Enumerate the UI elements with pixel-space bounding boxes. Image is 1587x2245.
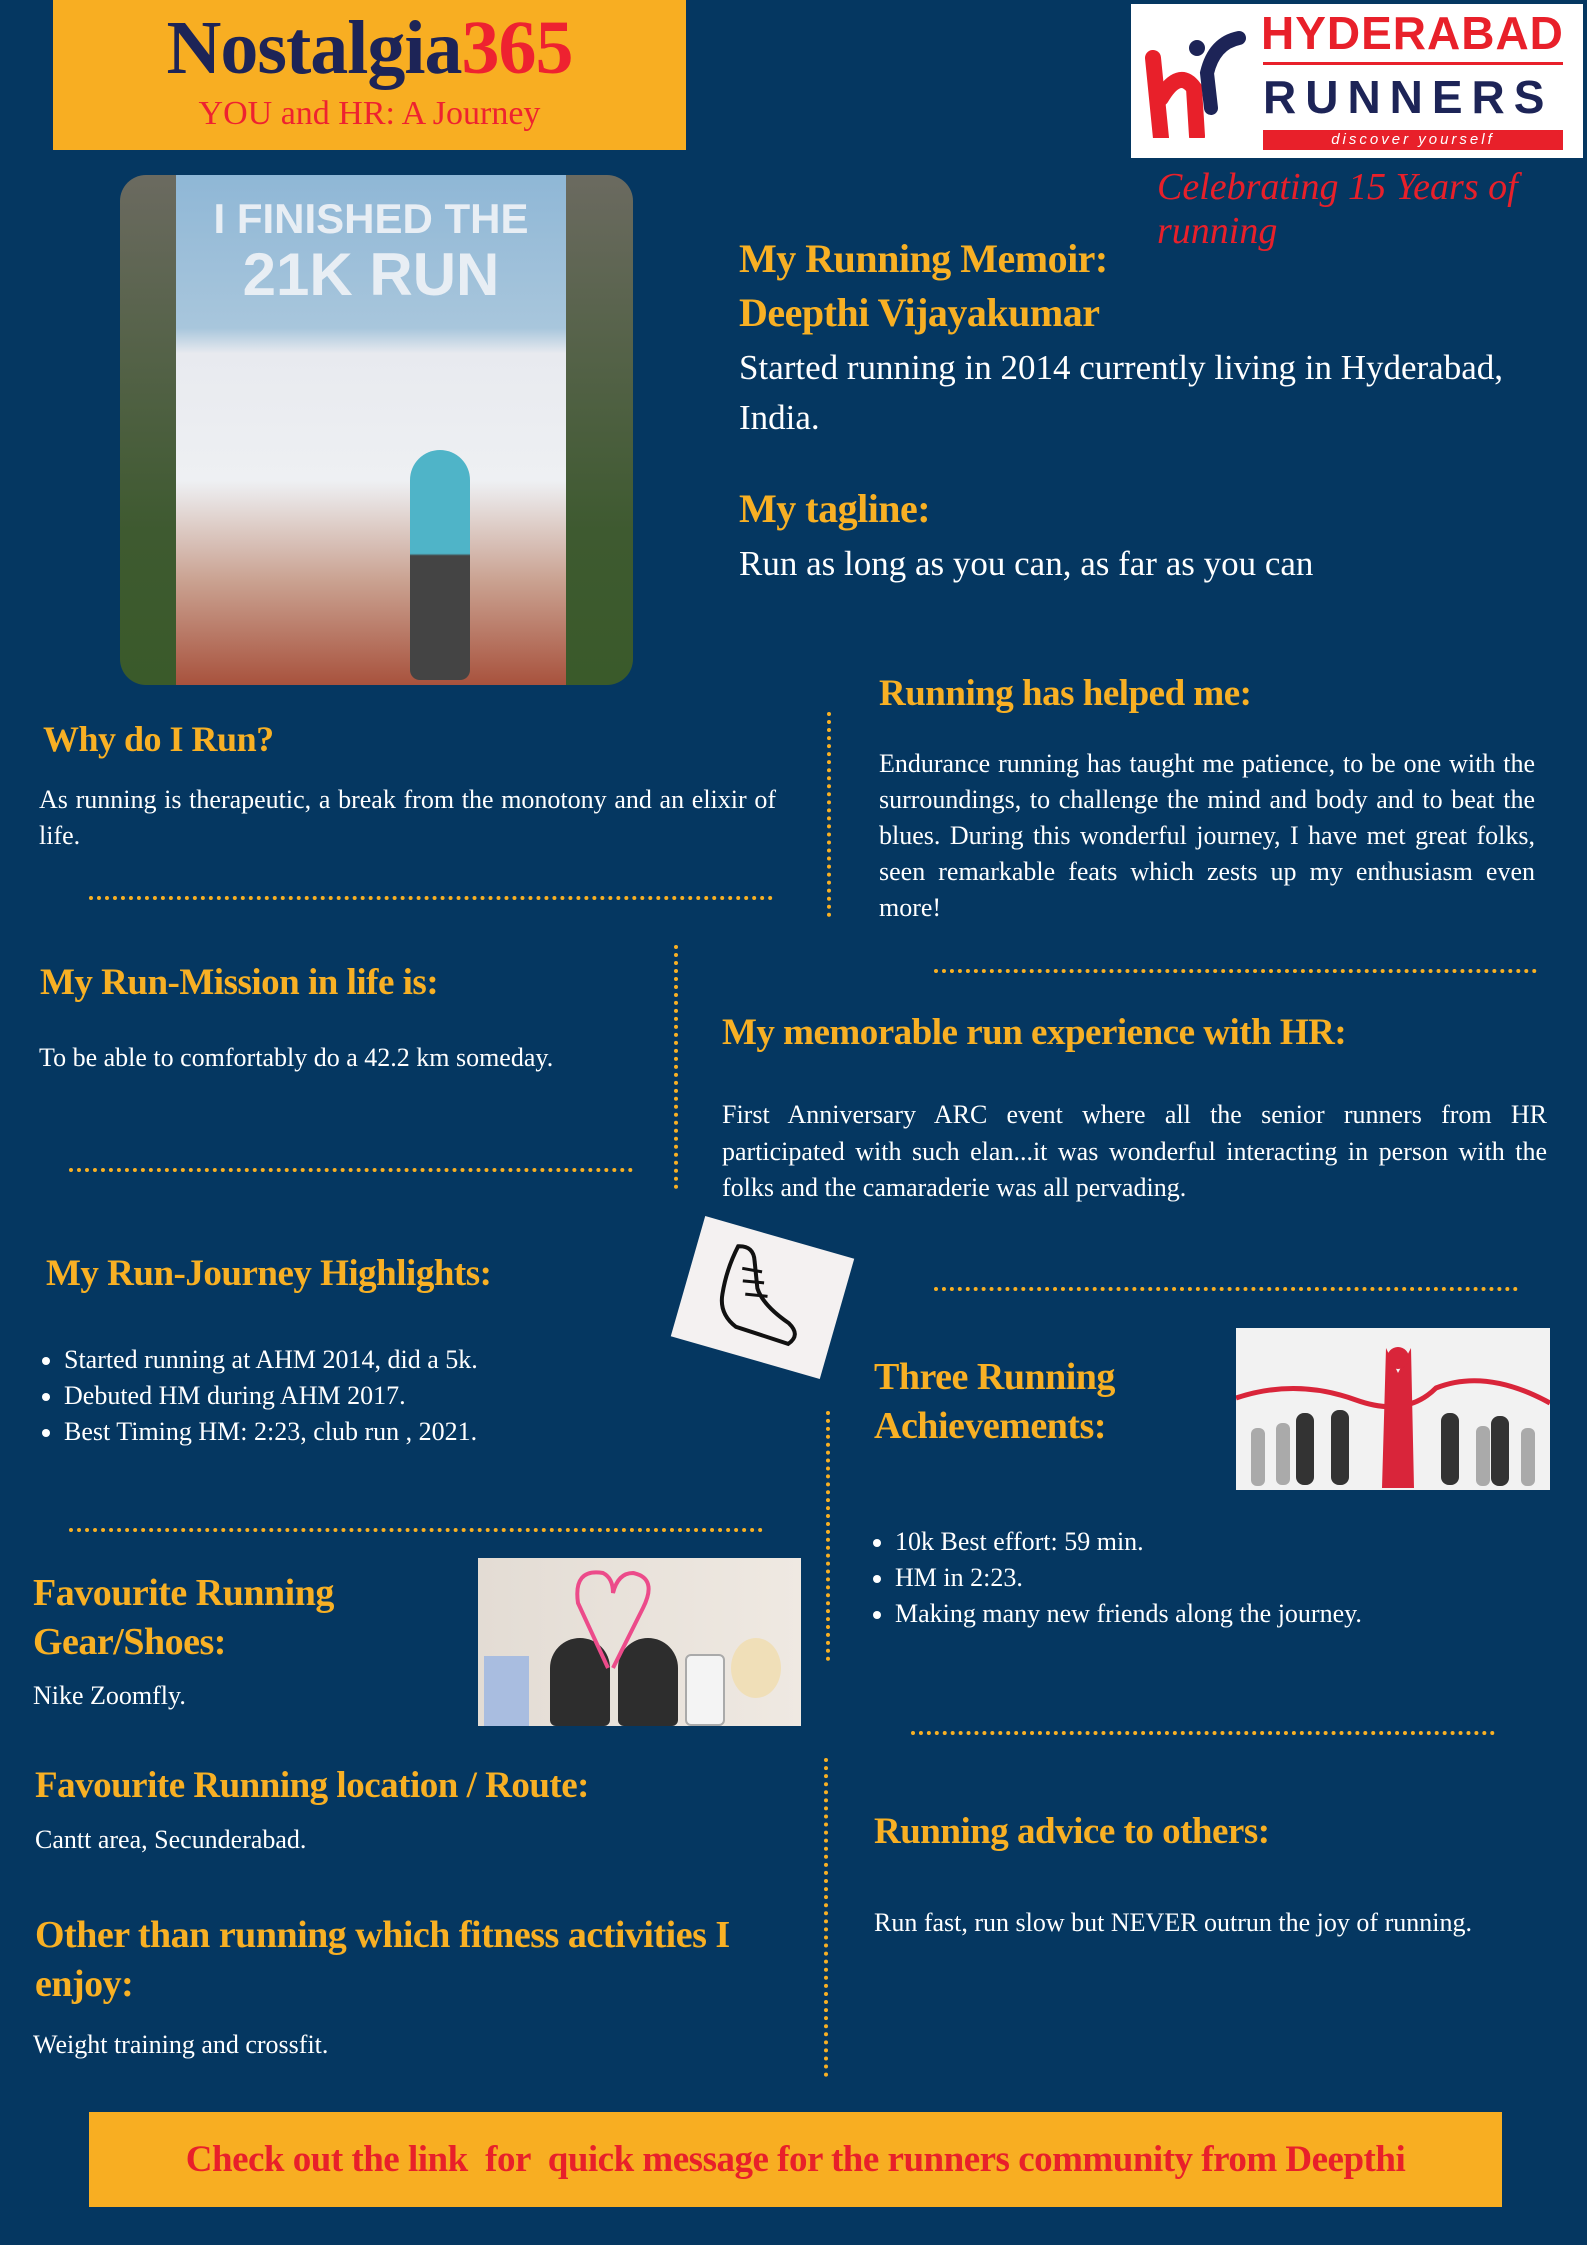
achievements-heading: Three Running Achievements: [874,1356,1115,1447]
list-item: • Making many new friends along the journey. [895,1596,1362,1632]
divider [934,1287,1518,1291]
gear-text: Nike Zoomfly. [33,1681,186,1710]
highlights-heading: My Run-Journey Highlights: [46,1253,492,1294]
divider [826,1411,830,1661]
runner-figure [410,450,470,680]
shoe-icon [671,1216,854,1379]
location-text: Cantt area, Secunderabad. [35,1825,307,1854]
finisher-banner: I FINISHED THE 21K RUN [176,175,566,685]
helped-text: Endurance running has taught me patience, to be one with the surroundings, to challenge the mind and body and to beat the blues. During this wonderful journey, I have met great folks, seen remarkable feats which zests up my enthusiasm even more! [879,749,1535,922]
helped-heading: Running has helped me: [879,673,1252,714]
other-activities-text: Weight training and crossfit. [33,2030,329,2059]
logo-runners: RUNNERS [1263,71,1554,123]
highlights-list [40,1342,478,1450]
advice-heading: Running advice to others: [874,1811,1270,1852]
memorable-heading: My memorable run experience with HR: [722,1012,1347,1053]
list-item: • Best Timing HM: 2:23, club run , 2021. [64,1414,478,1450]
achievements-list [871,1524,1362,1632]
memoir-text: Started running in 2014 currently living in Hyderabad, India. [739,348,1504,437]
memorable-text: First Anniversary ARC event where all the senior runners from HR participated with such elan...it was wonderful interacting in person with the folks and the camaraderie was all pervading. [722,1100,1547,1202]
mission-text: To be able to comfortably do a 42.2 km someday. [39,1043,554,1072]
logo-divider [1263,62,1563,65]
runners-crowd-icon [1236,1328,1550,1490]
logo-tagline: discover yourself [1263,130,1563,150]
gear-heading: Favourite Running Gear/Shoes: [33,1572,334,1663]
memoir-heading: My Running Memoir: Deepthi Vijayakumar [739,236,1108,335]
advice-text: Run fast, run slow but NEVER outrun the joy of running. [874,1908,1472,1937]
why-heading: Why do I Run? [43,719,274,759]
community-message-link[interactable] [89,2112,1502,2207]
hyderabad-runners-logo [1131,4,1583,158]
divider [69,1528,763,1532]
divider [911,1731,1495,1735]
divider [674,945,678,1189]
list-item: • 10k Best effort: 59 min. [895,1524,1362,1560]
why-text: As running is therapeutic, a break from the monotony and an elixir of life. [39,785,776,850]
divider [824,1758,828,2077]
mission-heading: My Run-Mission in life is: [40,962,439,1003]
page-title: Nostalgia365 [166,6,573,90]
finish-line-image [1236,1328,1550,1490]
smoothie [731,1638,781,1698]
hr-logo-icon [1139,18,1249,138]
divider [827,712,831,917]
divider [69,1168,633,1172]
celebrating-text: Celebrating 15 Years of running [1157,166,1518,252]
shoe-sketch-image [671,1216,854,1379]
header-banner [53,0,686,150]
community-message-link-text[interactable]: Check out the link for quick message for the runners community from Deepthi [185,2139,1406,2180]
other-activities-heading: Other than running which fitness activities I enjoy: [35,1914,730,2005]
divider [89,896,773,900]
finisher-photo [120,175,633,685]
phone [685,1654,725,1726]
tagline-heading: My tagline: [739,486,931,531]
list-item: • HM in 2:23. [895,1560,1362,1596]
logo-hyderabad: HYDERABAD [1261,7,1564,59]
list-item: • Started running at AHM 2014, did a 5k. [64,1342,478,1378]
page-subtitle: YOU and HR: A Journey [198,95,541,132]
tagline-text: Run as long as you can, as far as you can [739,544,1314,583]
divider [934,969,1537,973]
location-heading: Favourite Running location / Route: [35,1765,589,1806]
list-item: • Debuted HM during AHM 2017. [64,1378,478,1414]
running-gear-image [478,1558,801,1726]
